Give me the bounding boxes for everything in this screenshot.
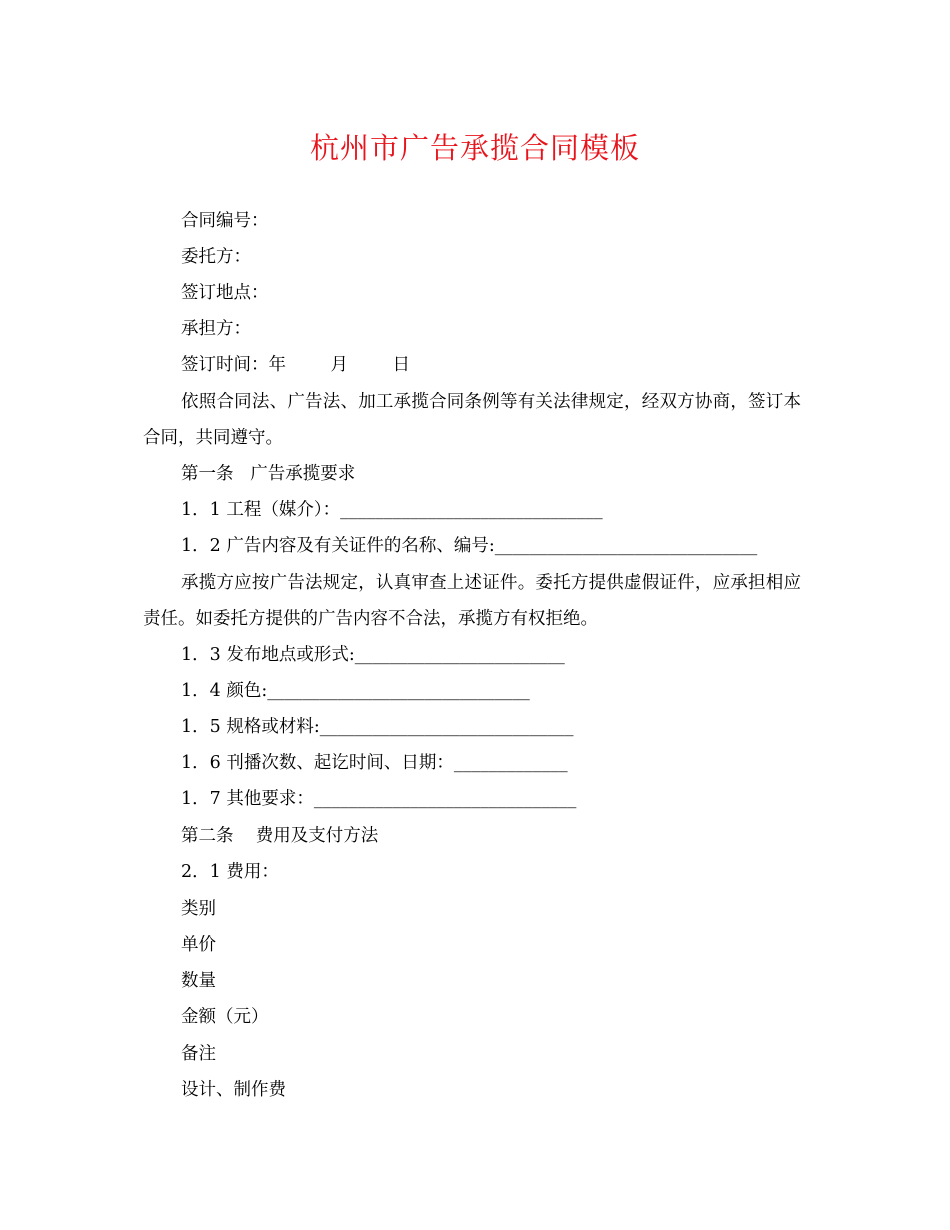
article2-heading: 第二条 费用及支付方法 xyxy=(181,826,379,846)
intro-paragraph: 依照合同法、广告法、加工承揽合同条例等有关法律规定，经双方协商，签订本合同，共同遵守。 xyxy=(143,392,801,448)
table-row-design-fee: 设计、制作费 xyxy=(181,1080,286,1100)
item-1-7: 1．7 其他要求：______________________________ xyxy=(181,789,577,809)
signing-time-field: 签订时间：年 月 日 xyxy=(181,355,411,375)
item-1-2: 1．2 广告内容及有关证件的名称、编号:______________________________ xyxy=(181,536,758,556)
article1-note-paragraph: 承揽方应按广告法规定，认真审查上述证件。委托方提供虚假证件，应承担相应责任。如委托方提供的广告内容不合法，承揽方有权拒绝。 xyxy=(143,573,801,629)
item-1-4: 1．4 颜色:______________________________ xyxy=(181,681,530,701)
contract-number-field: 合同编号： xyxy=(181,211,269,231)
item-2-1: 2．1 费用： xyxy=(181,862,279,882)
table-column-category: 类别 xyxy=(181,899,216,919)
item-1-5: 1．5 规格或材料:_____________________________ xyxy=(181,717,574,737)
table-column-amount: 金额（元） xyxy=(181,1007,269,1027)
item-1-1: 1．1 工程（媒介）：______________________________ xyxy=(181,500,603,520)
table-column-remarks: 备注 xyxy=(181,1044,216,1064)
signing-place-field: 签订地点： xyxy=(181,283,269,303)
contractor-field: 承担方： xyxy=(181,319,251,339)
item-1-6: 1．6 刊播次数、起讫时间、日期：_____________ xyxy=(181,753,568,773)
table-column-unit-price: 单价 xyxy=(181,935,216,955)
table-column-quantity: 数量 xyxy=(181,971,216,991)
client-field: 委托方： xyxy=(181,247,251,267)
document-title: 杭州市广告承揽合同模板 xyxy=(309,131,640,165)
article1-heading: 第一条 广告承揽要求 xyxy=(181,464,356,484)
item-1-3: 1．3 发布地点或形式:________________________ xyxy=(181,645,565,665)
